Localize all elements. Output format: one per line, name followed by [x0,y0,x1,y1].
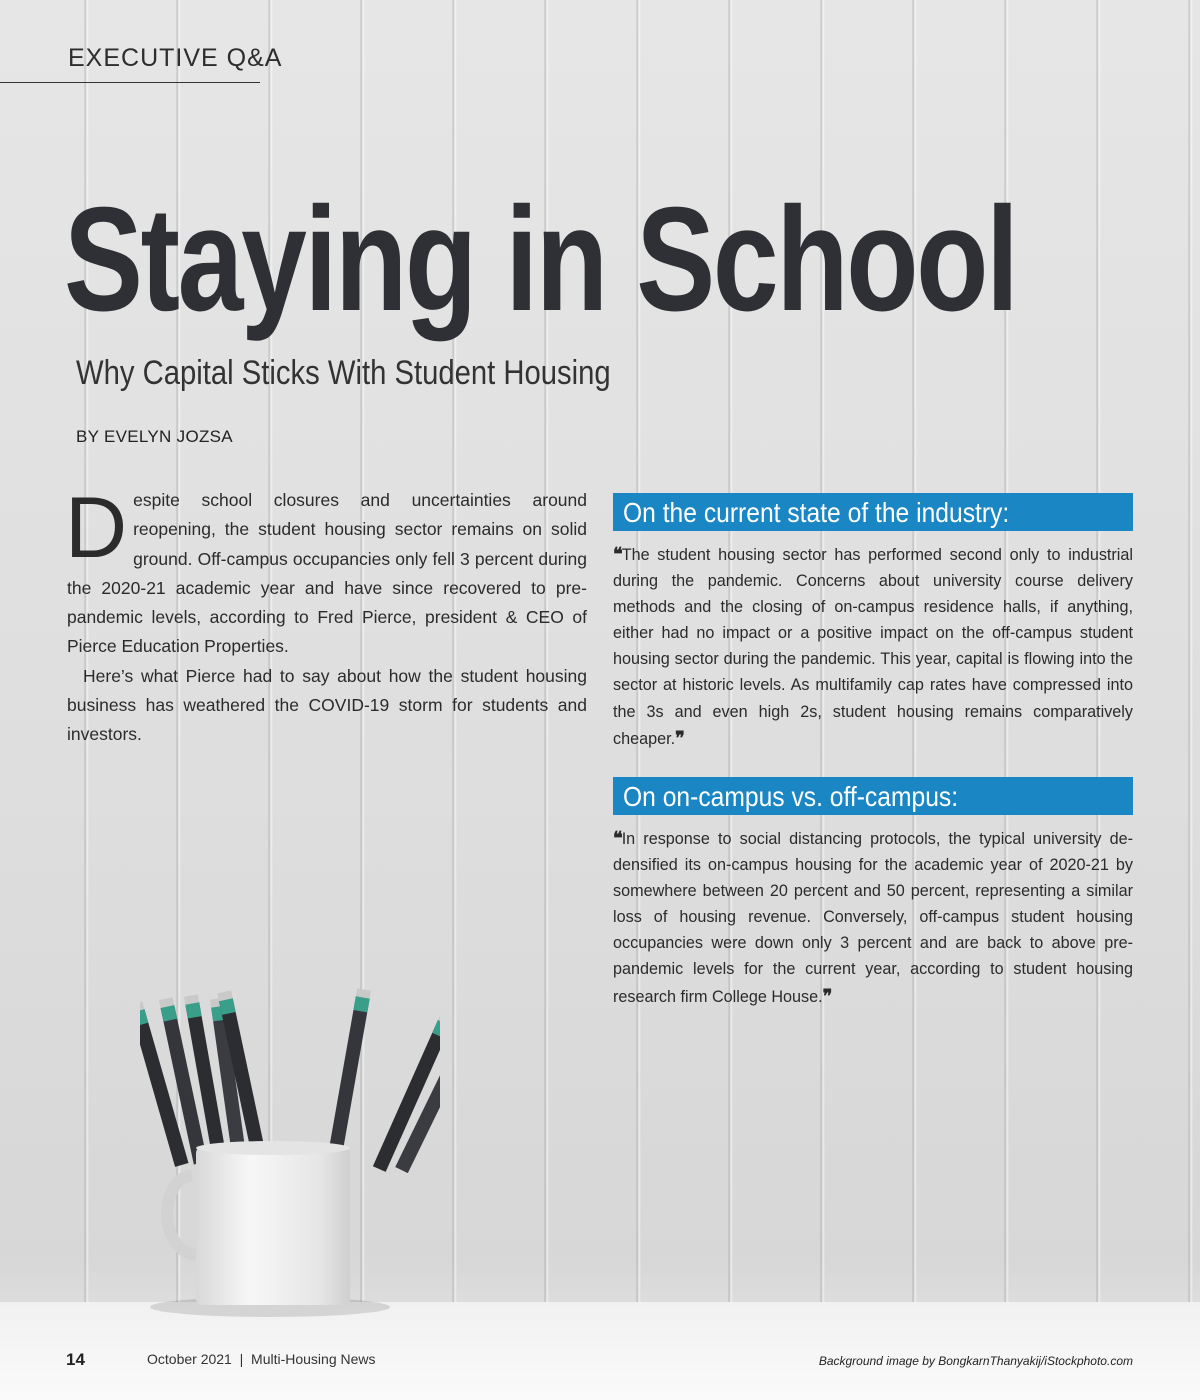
section-label: EXECUTIVE Q&A [68,44,283,72]
intro-paragraph-1-text: espite school closures and uncertainties around reopening, the student housing sector remains on solid ground. Off-campus occupancies only fell 3 percent during the 2020-21 academic year and have since recovered to pre-pandemic levels, according to Fred Pierce, president & CEO of Pierce Education Properties. [67,490,587,657]
qa-heading-industry [613,493,1133,531]
page-number: 14 [66,1350,85,1369]
open-quote-icon: ❝ [613,828,622,848]
pencil [326,988,371,1166]
article-title: Staying in School [64,177,1017,342]
close-quote-icon: ❞ [822,985,832,1006]
image-credit: Background image by BongkarnThanyakij/iStockphoto.com [818,1354,1133,1368]
pencil-cup-illustration [140,975,440,1335]
qa-heading-campus-text: On on-campus vs. off-campus: [623,781,959,812]
intro-paragraph-1 [65,480,587,662]
close-quote-icon: ❞ [675,727,684,748]
open-quote-icon: ❝ [613,544,622,564]
drop-cap: D [65,480,128,576]
qa-answer-industry-text: The student housing sector has performed second only to industrial during the pandemic. Concerns about university course delivery methods and the closing of on-campus residence halls, if anything, either had no impact or a positive impact on the off-campus student housing sector during the pandemic. This year, capital is flowing into the sector at historic levels. As multifamily cap rates have compressed into the 3s and even high 2s, student housing remains comparatively cheaper. [613,546,1133,748]
qa-heading-industry-text: On the current state of the industry: [623,497,1010,528]
intro-paragraph-2: Here’s what Pierce had to say about how the student housing business has weathered the COVID-19 storm for students and investors. [67,665,587,745]
qa-heading-campus [613,777,1133,815]
qa-answer-industry [613,541,1133,752]
intro-text [65,480,587,750]
qa-answer-campus-text: In response to social distancing protocols, the typical university de-densified its on-campus housing for the academic year of 2020-21 by somewhere between 20 percent and 50 percent, representing a similar loss of housing revenue. Conversely, off-campus student housing occupancies were down only 3 percent and are back to above pre-pandemic levels for the current year, according to student housing research firm College House. [613,830,1133,1006]
article-subtitle: Why Capital Sticks With Student Housing [76,354,611,392]
qa-answer-campus [613,825,1133,1010]
byline: BY EVELYN JOZSA [76,427,233,446]
section-rule [0,82,260,83]
issue-line: October 2021 | Multi-Housing News [147,1351,376,1367]
